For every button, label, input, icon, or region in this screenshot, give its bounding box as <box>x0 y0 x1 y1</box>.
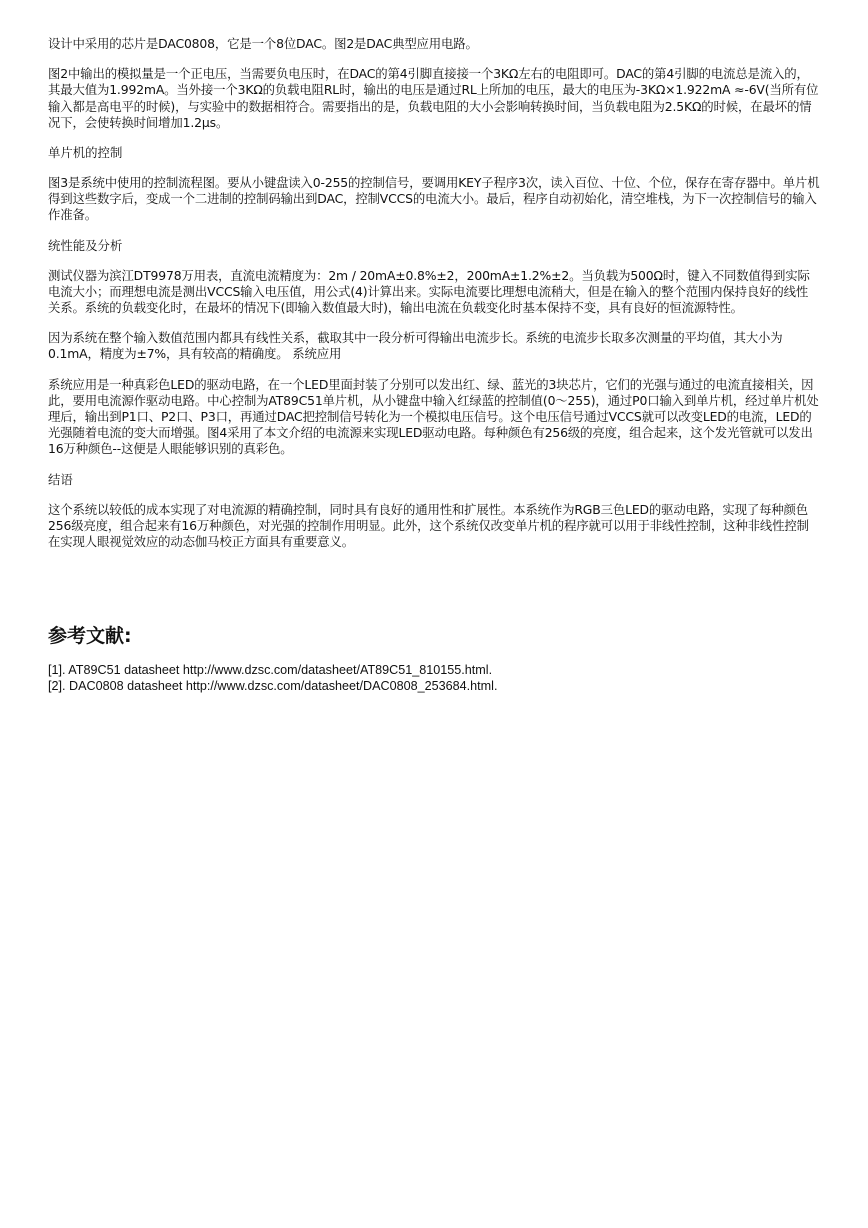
reference-item: [1]. AT89C51 datasheet http://www.dzsc.com/datasheet/AT89C51_810155.html. <box>48 663 493 678</box>
references-list <box>48 662 820 694</box>
document-page <box>48 36 820 694</box>
conclusion-paragraph: 这个系统以较低的成本实现了对电流源的精确控制，同时具有良好的通用性和扩展性。本系统作为RGB三色LED的驱动电路，实现了每种颜色256级亮度，组合起来有16万种颜色，对光强的控制作用明显。此外，这个系统仅改变单片机的程序就可以用于非线性控制，这种非线性控制在实现人眼视觉效应的动态伽马校正方面具有重要意义。 <box>48 501 809 550</box>
section-heading-performance: 统性能及分析 <box>48 237 123 253</box>
dac-output-paragraph: 图2中输出的模拟量是一个正电压，当需要负电压时，在DAC的第4引脚直接接一个3KΩ左右的电阻即可。DAC的第4引脚的电流总是流入的，其最大值为1.992mA。当外接一个3KΩ的负载电阻RL时，输出的电压是通过RL上所加的电压，最大的电压为-3KΩ×1.922mA ≈-6V(当所有位输入都是高电平的时候)，与实验中的数据相符合。需要指出的是，负载电阻的大小会影响转换时间，当负载电阻为2.5KΩ的时候，在最坏的情况下，会使转换时间增加1.2μs。 <box>48 66 819 130</box>
section-heading-mcu-control: 单片机的控制 <box>48 145 123 161</box>
intro-paragraph: 设计中采用的芯片是DAC0808，它是一个8位DAC。图2是DAC典型应用电路。 <box>48 36 478 51</box>
application-paragraph: 系统应用是一种真彩色LED的驱动电路，在一个LED里面封装了分别可以发出红、绿、蓝光的3块芯片，它们的光强与通过的电流直接相关，因此，要用电流源作驱动电路。中心控制为AT89C51单片机，从小键盘中输入红绿蓝的控制值(0～255)，通过P0口输入到单片机，经过单片机处理后，输出到P1口、P2口、P3口，再通过DAC把控制信号转化为一个模拟电压信号。这个电压信号通过VCCS就可以改变LED的电流，LED的光强随着电流的变大而增强。图4采用了本文介绍的电流源来实现LED驱动电路。每种颜色有256级的亮度，组合起来，这个发光管就可以发出16万种颜色--这便是人眼能够识别的真彩色。 <box>48 376 819 457</box>
reference-item: [2]. DAC0808 datasheet http://www.dzsc.com/datasheet/DAC0808_253684.html. <box>48 679 498 694</box>
mcu-control-paragraph: 图3是系统中使用的控制流程图。要从小键盘读入0-255的控制信号，要调用KEY子程序3次，读入百位、十位、个位，保存在寄存器中。单片机得到这些数字后，变成一个二进制的控制码输出到DAC，控制VCCS的电流大小。最后，程序自动初始化，清空堆栈，为下一次控制信号的输入作准备。 <box>48 175 820 223</box>
references-title: 参考文献: <box>48 625 132 648</box>
step-paragraph: 因为系统在整个输入数值范围内都具有线性关系，截取其中一段分析可得输出电流步长。系统的电流步长取多次测量的平均值，其大小为0.1mA，精度为±7%，具有较高的精确度。 系统应用 <box>48 330 783 362</box>
test-paragraph: 测试仪器为滨江DT9978万用表，直流电流精度为：2m / 20mA±0.8%±2，200mA±1.2%±2。当负载为500Ω时，键入不同数值得到实际电流大小；而理想电流是测出VCCS输入电压值，用公式(4)计算出来。实际电流要比理想电流稍大，但是在输入的整个范围内保持良好的线性关系。系统的负载变化时，在最坏的情况下(即输入数值最大时)，输出电流在负载变化时基本保持不变，具有良好的恒流源特性。 <box>48 267 810 316</box>
section-heading-conclusion: 结语 <box>48 471 73 487</box>
